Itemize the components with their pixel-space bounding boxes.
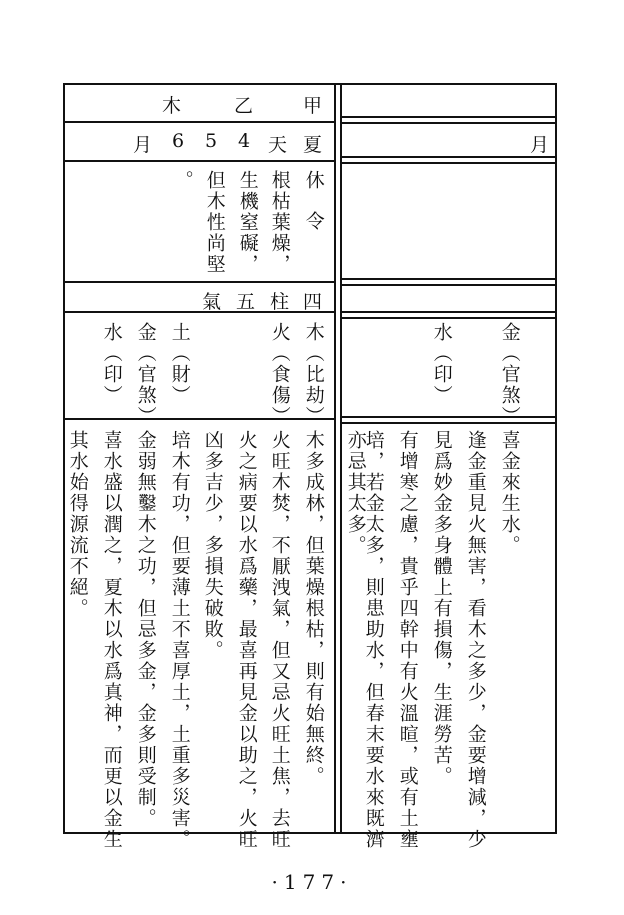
row-line <box>340 278 555 280</box>
header-char: 乙 <box>234 95 254 117</box>
body-line: 有增寒之慮，貴乎四幹中有火溫暄，或有土壅 <box>396 430 419 850</box>
row-line <box>63 281 336 283</box>
season-line: 生機窒礙， <box>236 170 259 275</box>
row-line <box>340 416 555 418</box>
siqi-char: 四 <box>303 291 323 313</box>
siqi-char: 五 <box>236 291 256 313</box>
body-line: 金弱無鑿木之功，但忌多金，金多則受制。 <box>134 430 157 829</box>
body-line: 喜金來生水。 <box>498 430 521 556</box>
element-metal: 金（官煞） <box>134 322 157 427</box>
row-line <box>340 162 555 164</box>
row-line <box>340 156 555 158</box>
element-water: 水（印） <box>430 322 453 406</box>
body-line: 培木有功，但要薄土不喜厚土，土重多災害。 <box>168 430 191 850</box>
body-line: 火旺木焚，不厭洩氣，但又忌火旺土焦，去旺 <box>268 430 291 850</box>
month-number: 6 <box>172 130 185 152</box>
column-divider-inner <box>340 83 342 832</box>
body-line: 逢金重見火無害，看木之多少，金要增減，少 <box>464 430 487 850</box>
element-wood: 木（比劫） <box>302 322 325 427</box>
body-line: 喜水盛以潤之，夏木以水爲真神，而更以金生 <box>100 430 123 850</box>
row-line <box>340 422 555 424</box>
row-line <box>340 317 555 319</box>
body-line: 其水始得源流不絕。 <box>66 430 89 619</box>
season-char: 天 <box>268 134 288 156</box>
row-line <box>63 160 336 162</box>
row-line <box>340 122 555 124</box>
season-line: 。 <box>171 170 194 191</box>
body-line: 凶多吉少，多損失破敗。 <box>201 430 224 661</box>
body-line: 見爲妙金多身體上有損傷，生涯勞苦。 <box>430 430 453 787</box>
body-line: 培，若金太多，則患助水，但春末要水來既濟 <box>362 430 385 850</box>
season-line: 但木性尚堅 <box>203 170 226 275</box>
element-water: 水（印） <box>100 322 123 406</box>
row-line <box>63 121 336 123</box>
page-number: ·177· <box>271 870 353 894</box>
month-char: 月 <box>133 134 153 156</box>
row-line <box>63 418 336 420</box>
body-line: 亦忌其太多。 <box>344 430 367 556</box>
element-metal: 金（官煞） <box>498 322 521 427</box>
header-char: 木 <box>162 95 182 117</box>
month-number: 4 <box>238 130 251 152</box>
row-line <box>340 116 555 118</box>
column-divider <box>334 83 336 832</box>
row-line <box>340 311 555 313</box>
element-earth: 土（財） <box>168 322 191 406</box>
season-char: 夏 <box>303 134 323 156</box>
month-number: 5 <box>205 130 218 152</box>
season-line: 根枯葉燥， <box>268 170 291 275</box>
body-line: 木多成林，但葉燥根枯，則有始無終。 <box>302 430 325 787</box>
element-fire: 火（食傷） <box>268 322 291 427</box>
body-line: 火之病要以水爲藥，最喜再見金以助之，火旺 <box>235 430 258 850</box>
header-char: 甲 <box>303 95 323 117</box>
row-line <box>340 284 555 286</box>
xiu-ling-label: 休令 <box>302 170 325 252</box>
siqi-char: 柱 <box>270 291 290 313</box>
month-char: 月 <box>530 134 550 156</box>
siqi-char: 氣 <box>202 291 222 313</box>
row-line <box>63 311 336 313</box>
